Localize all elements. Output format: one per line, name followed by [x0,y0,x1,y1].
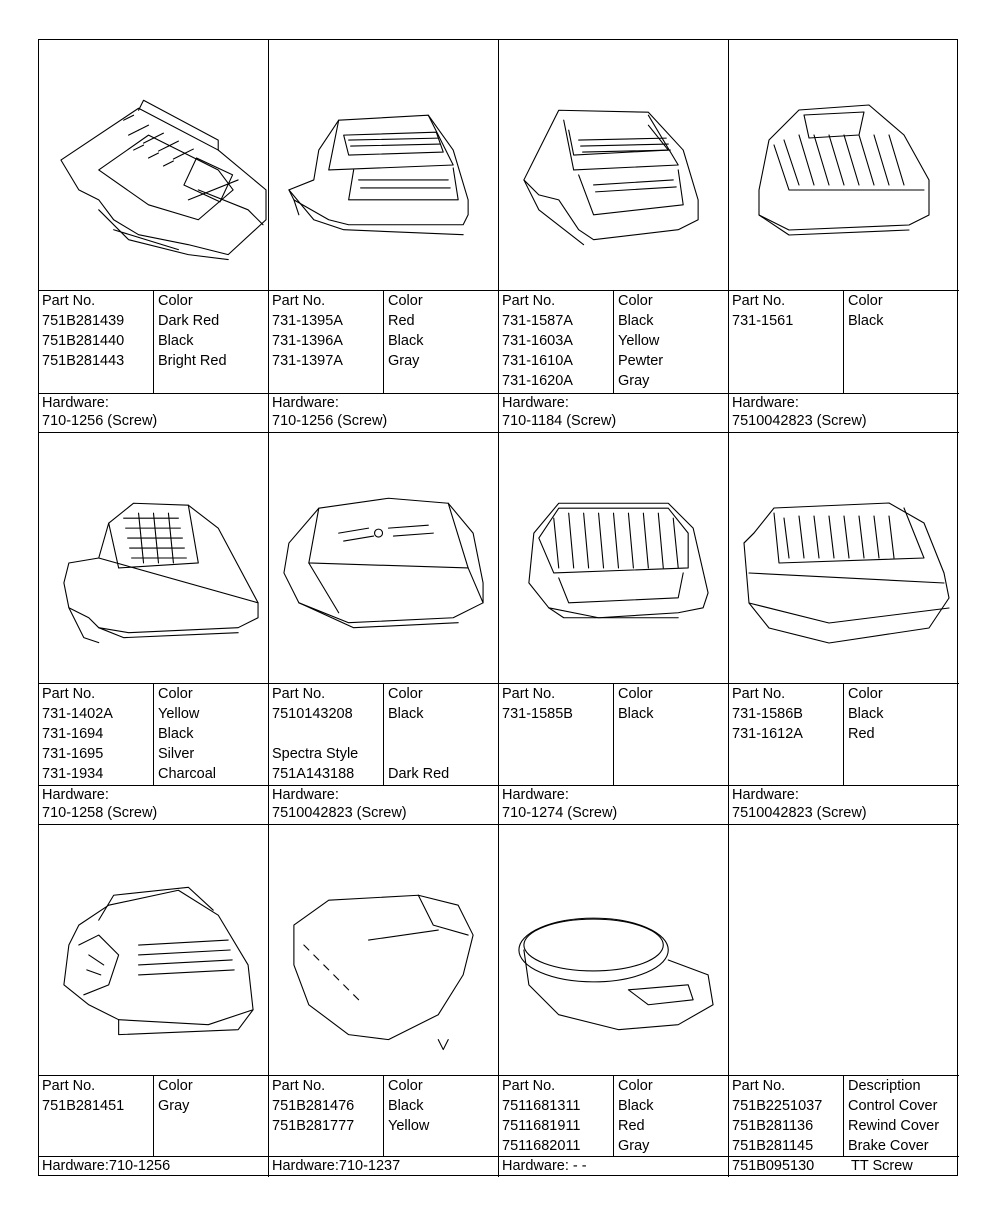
color-column [388,684,498,786]
color-column [158,1076,268,1156]
part-number-column [499,1076,614,1156]
color-header: Color [158,686,193,702]
hardware-value: 710-1256 (Screw) [42,413,158,429]
part-number: 751A143188 [272,766,355,782]
part-color: Bright Red [158,353,227,369]
part-color: Black [388,333,424,349]
part-number-header: Part No. [272,293,326,309]
part-list [269,1076,498,1156]
engine-cover-rounded-grille-icon [499,40,728,290]
part-number-column [39,684,154,786]
part-number: 731-1561 [732,313,794,329]
part-number: 731-1612A [732,726,803,742]
part-cell [499,40,729,433]
part-list [729,291,959,394]
hardware-info [39,1156,268,1177]
part-number-header: Part No. [732,1078,786,1094]
part-illustration [39,433,268,684]
hardware-label: Hardware: [502,395,569,411]
hardware-info [729,785,959,824]
part-color: Black [618,313,654,329]
color-column [388,291,498,394]
part-number: 731-1934 [42,766,104,782]
part-cell [269,825,499,1177]
part-number-column [269,684,384,786]
engine-cover-ribbed-grille-icon [499,433,728,683]
part-number-header: Part No. [42,293,96,309]
part-number-header: Part No. [272,686,326,702]
part-number: 7511681911 [502,1118,581,1134]
part-cell [269,433,499,825]
part-color [388,724,498,744]
engine-cover-small-grille-icon [39,433,268,683]
part-list [39,291,268,394]
engine-cover-louvered-icon [39,825,268,1075]
hardware-label: Hardware: [42,787,109,803]
part-color: Charcoal [158,766,217,782]
hardware-info [729,1156,959,1177]
part-description: Rewind Cover [848,1118,940,1134]
part-number-header: Part No. [502,1078,556,1094]
part-number: 731-1402A [42,706,113,722]
color-column [158,291,268,394]
part-number: 751B281777 [272,1118,355,1134]
part-color: Black [388,706,424,722]
part-number: 751B281439 [42,313,125,329]
hardware-info [499,785,728,824]
part-color: Black [618,1098,654,1114]
hardware-description: TT Screw [851,1158,913,1174]
color-header: Color [848,293,883,309]
hardware-info [499,1156,728,1177]
color-column [158,684,268,786]
color-header: Color [158,293,193,309]
part-number: 731-1586B [732,706,803,722]
part-number: 751B281440 [42,333,125,349]
part-list [39,684,268,786]
part-list [499,1076,728,1156]
color-header: Color [158,1078,193,1094]
part-color: Yellow [388,1118,430,1134]
part-number: 731-1396A [272,333,343,349]
part-color: Black [158,726,194,742]
color-column [618,684,728,786]
part-illustration [729,825,959,1076]
hardware-info [39,785,268,824]
part-list [269,291,498,394]
part-number-column [729,291,844,394]
part-number-header: Part No. [732,293,786,309]
part-illustration [729,40,959,291]
hardware-info [499,393,728,432]
description-column [848,1076,959,1156]
part-color: Gray [618,373,650,389]
color-column [388,1076,498,1156]
part-cell [39,40,269,433]
part-illustration [39,825,268,1076]
engine-cover-ring-shroud-icon [499,825,728,1075]
part-number-column [499,291,614,394]
color-header: Color [618,1078,653,1094]
part-illustration [269,825,498,1076]
part-number: 751B281145 [732,1138,814,1154]
part-cell [729,40,959,433]
hardware-label: Hardware: [42,395,109,411]
hardware-value: 710-1274 (Screw) [502,805,618,821]
hardware-value: Hardware:710-1256 [42,1158,171,1174]
part-cell [729,433,959,825]
part-color: Black [848,706,884,722]
part-number: 7510143208 [272,706,353,722]
part-number-header: Part No. [732,686,786,702]
part-number-column [499,684,614,786]
part-illustration [499,40,728,291]
part-color: Yellow [158,706,200,722]
part-number: 751B281136 [732,1118,814,1134]
part-color: Gray [388,353,420,369]
hardware-label: Hardware: [272,395,339,411]
hardware-value: 751B095130 [732,1158,815,1174]
part-number: 751B2251037 [732,1098,823,1114]
part-number-header: Part No. [42,1078,96,1094]
hardware-value: 7510042823 (Screw) [272,805,407,821]
color-column [848,291,959,394]
color-header: Color [618,686,653,702]
hardware-info [39,393,268,432]
part-list [269,684,498,786]
part-number: 731-1585B [502,706,573,722]
engine-cover-spectra-icon [269,433,498,683]
hardware-value: Hardware:710-1237 [272,1158,401,1174]
part-illustration [729,433,959,684]
color-column [618,291,728,394]
color-header: Color [388,293,423,309]
engine-cover-vented-dome-icon [729,40,959,290]
color-column [618,1076,728,1156]
part-cell [499,825,729,1177]
part-illustration [269,40,498,291]
part-number: 731-1603A [502,333,573,349]
part-number-column [729,684,844,786]
description-header: Description [848,1078,921,1094]
engine-cover-dotted-grille-icon [269,40,498,290]
part-color [388,744,498,764]
part-color: Silver [158,746,195,762]
part-color: Yellow [618,333,660,349]
part-color: Black [388,1098,424,1114]
part-illustration [499,825,728,1076]
part-color: Pewter [618,353,664,369]
part-number-column [269,291,384,394]
part-description: Brake Cover [848,1138,929,1154]
part-number: 731-1395A [272,313,343,329]
color-column [848,684,959,786]
engine-cover-side-vents-icon [269,825,498,1075]
part-cell [39,825,269,1177]
part-illustration [39,40,268,291]
part-number: 751B281476 [272,1098,355,1114]
part-number-header: Part No. [42,686,96,702]
engine-cover-slotted-top-icon [39,40,268,290]
part-list [39,1076,268,1156]
parts-table [38,39,958,1176]
hardware-value: 7510042823 (Screw) [732,805,867,821]
part-number: 731-1694 [42,726,104,742]
part-number: 751B281443 [42,353,125,369]
part-illustration [499,433,728,684]
part-cell [39,433,269,825]
hardware-label: Hardware: [732,395,799,411]
part-number: 7511682011 [502,1138,581,1154]
part-number: 731-1587A [502,313,573,329]
hardware-value: 710-1256 (Screw) [272,413,388,429]
part-description: Control Cover [848,1098,938,1114]
part-color: Dark Red [388,766,450,782]
hardware-value: Hardware: - - [502,1158,587,1174]
part-color: Red [618,1118,645,1134]
part-color: Black [848,313,884,329]
part-number: 751B281451 [42,1098,125,1114]
hardware-label: Hardware: [502,787,569,803]
part-number-column [269,1076,384,1156]
part-number-column [39,1076,154,1156]
part-list [729,684,959,786]
engine-cover-boxy-grille-icon [729,433,959,683]
part-number-header: Part No. [502,293,556,309]
hardware-value: 710-1184 (Screw) [502,413,617,429]
part-color: Black [618,706,654,722]
hardware-info [729,393,959,432]
color-header: Color [848,686,883,702]
hardware-value: 7510042823 (Screw) [732,413,867,429]
part-illustration [269,433,498,684]
part-number: 731-1397A [272,353,343,369]
color-header: Color [388,686,423,702]
color-header: Color [388,1078,423,1094]
part-list [499,684,728,786]
part-cell [499,433,729,825]
part-color: Red [388,313,415,329]
part-list [729,1076,959,1156]
part-color: Gray [618,1138,650,1154]
part-color: Black [158,333,194,349]
hardware-label: Hardware: [732,787,799,803]
part-cell [729,825,959,1177]
part-color: Red [848,726,875,742]
part-number [272,724,383,744]
part-cell [269,40,499,433]
hardware-info [269,785,498,824]
part-number: 731-1610A [502,353,573,369]
part-number: 7511681311 [502,1098,581,1114]
part-number-header: Part No. [272,1078,326,1094]
hardware-info [269,393,498,432]
part-number-column [39,291,154,394]
part-color: Dark Red [158,313,220,329]
part-color: Gray [158,1098,190,1114]
hardware-value: 710-1258 (Screw) [42,805,158,821]
part-number: 731-1620A [502,373,573,389]
hardware-info [269,1156,498,1177]
part-list [499,291,728,394]
hardware-label: Hardware: [272,787,339,803]
part-number: 731-1695 [42,746,104,762]
part-number-column [729,1076,844,1156]
color-header: Color [618,293,653,309]
part-number-header: Part No. [502,686,556,702]
part-number: Spectra Style [272,746,359,762]
